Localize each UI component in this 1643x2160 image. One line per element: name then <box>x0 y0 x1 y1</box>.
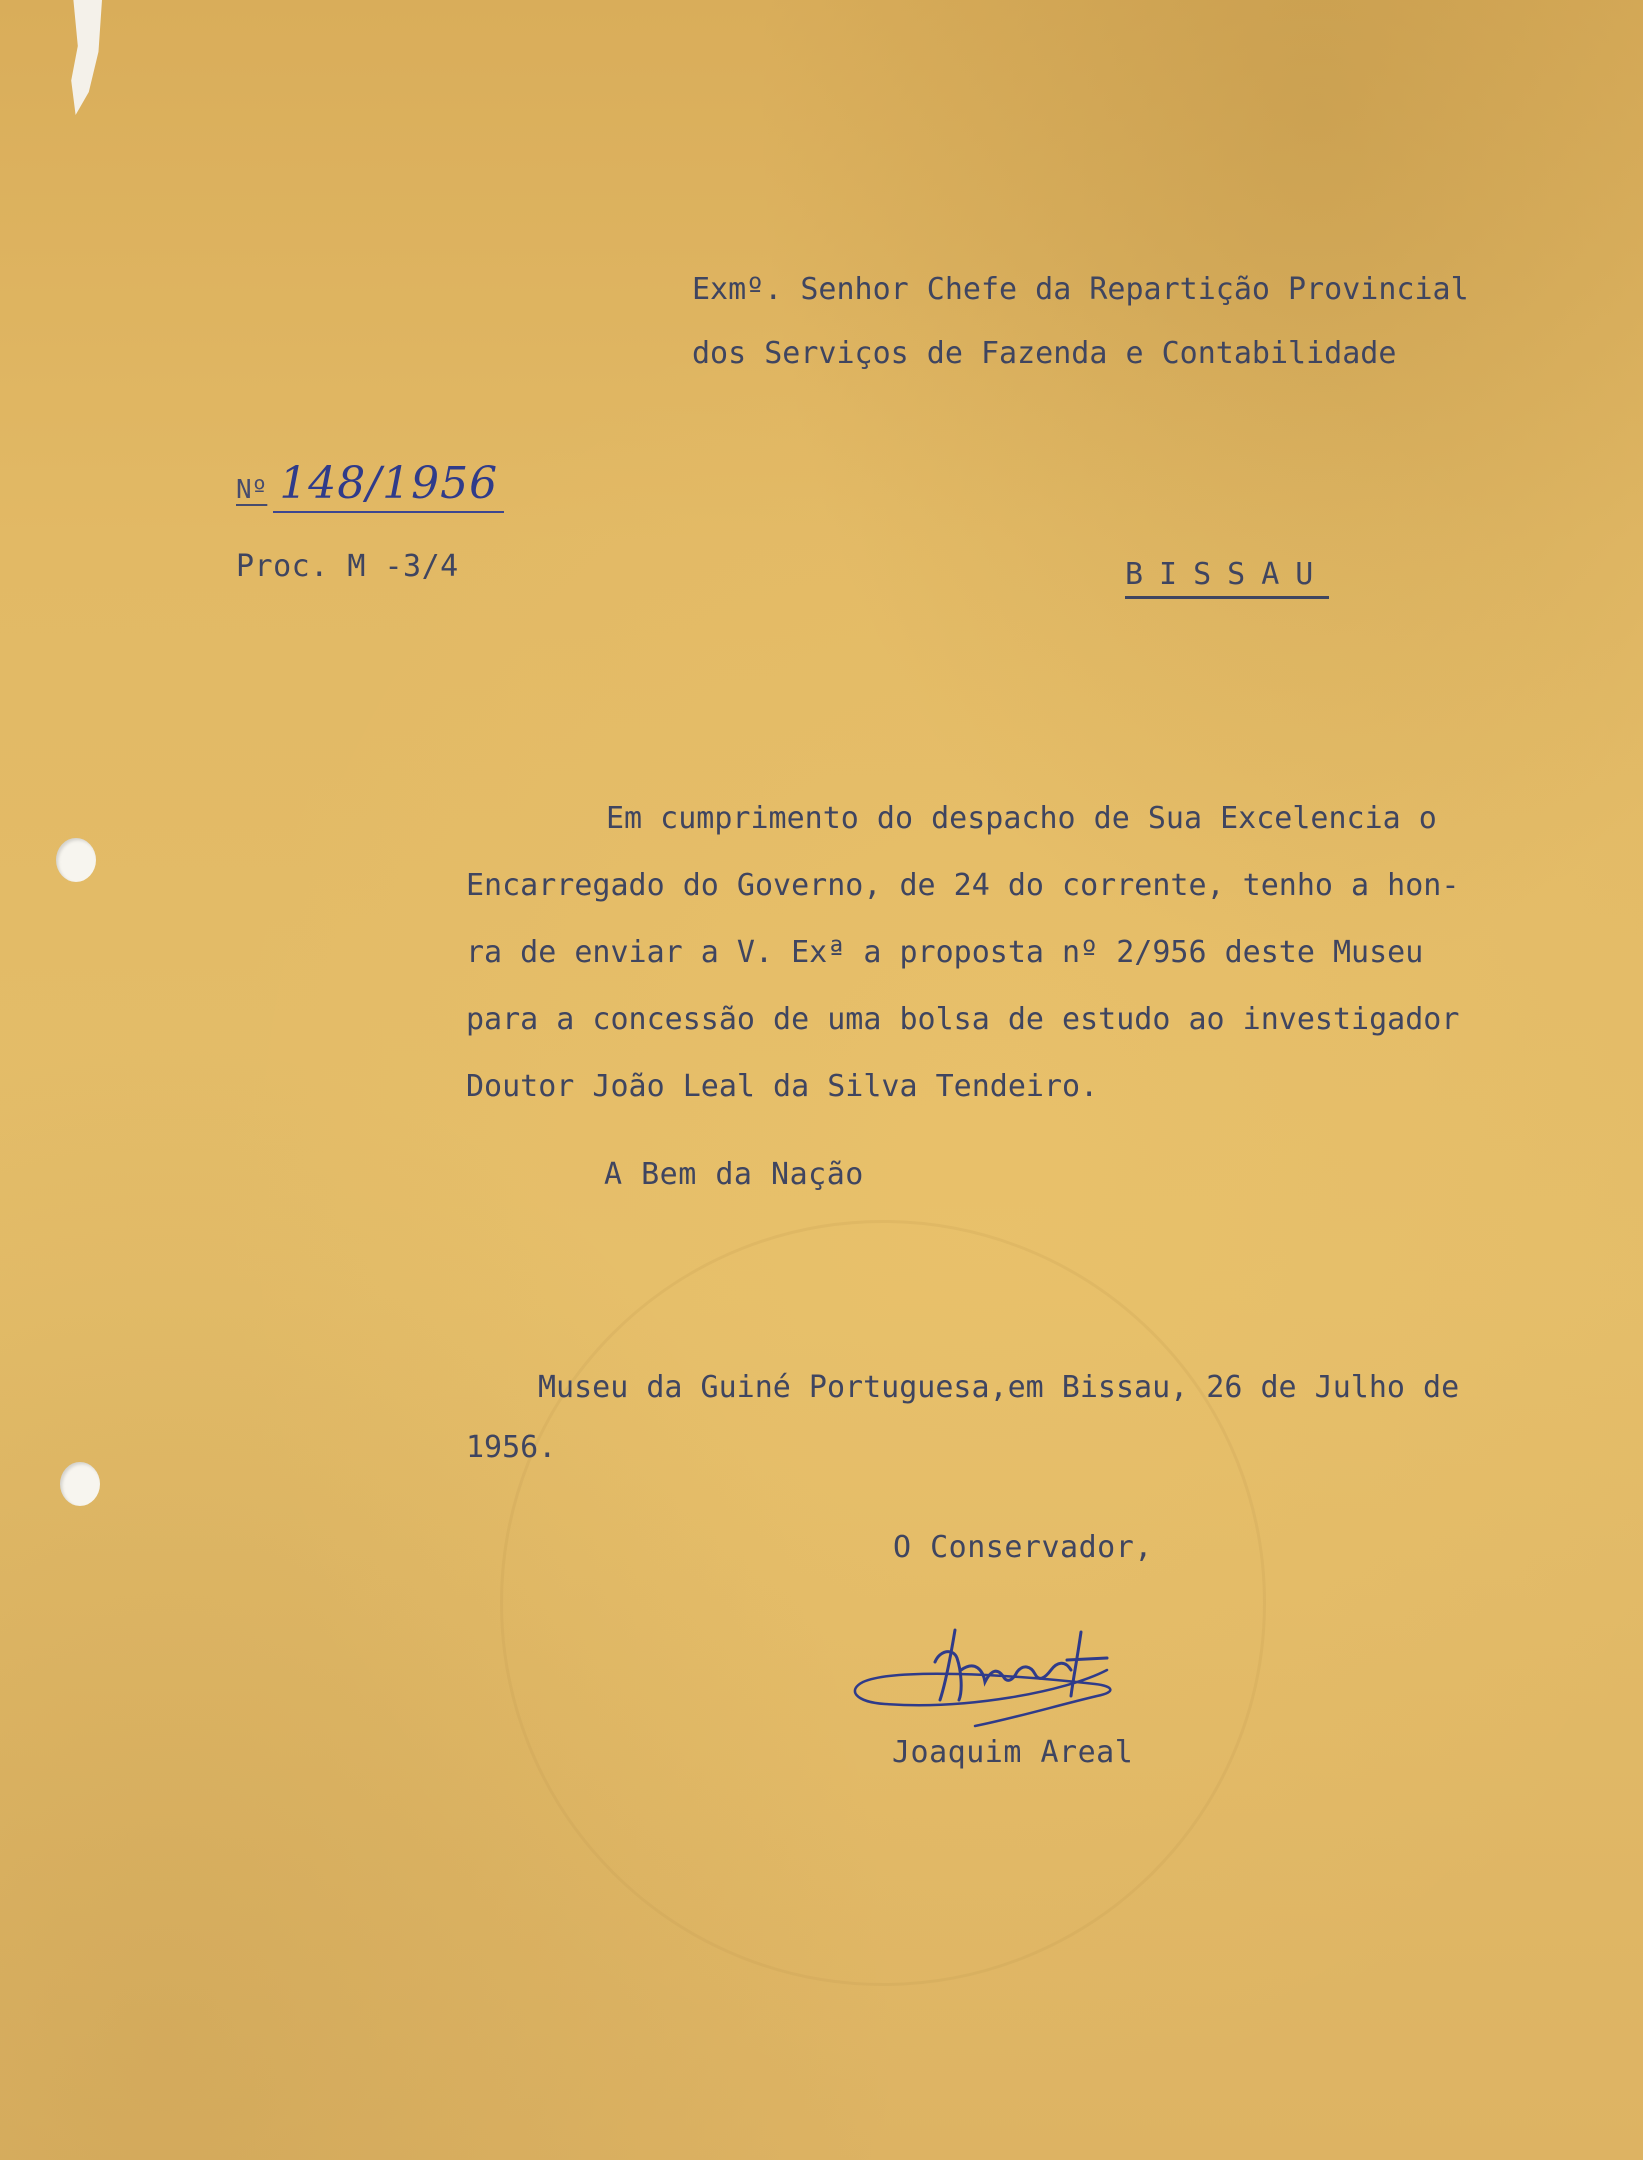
addressee-line-1: Exmº. Senhor Chefe da Repartição Provincial <box>692 272 1469 307</box>
closing-salutation: A Bem da Nação <box>604 1157 864 1192</box>
body-line: Encarregado do Governo, de 24 do corrente, tenho a hon- <box>466 868 1460 903</box>
body-line: Doutor João Leal da Silva Tendeiro. <box>466 1069 1099 1104</box>
reference-prefix: Nº <box>236 475 268 505</box>
handwritten-signature <box>845 1600 1175 1730</box>
body-line: Em cumprimento do despacho de Sua Excelencia o <box>606 801 1437 836</box>
letter-body <box>466 785 1556 1120</box>
city-heading: BISSAU <box>1125 560 1329 599</box>
torn-paper-corner <box>58 0 102 115</box>
punch-hole-top <box>56 838 96 882</box>
place-and-date <box>466 1358 1459 1478</box>
reference-number <box>236 458 504 513</box>
body-line: ra de enviar a V. Exª a proposta nº 2/956 deste Museu <box>466 935 1424 970</box>
place-date-line-1: Museu da Guiné Portuguesa,em Bissau, 26 de Julho de <box>538 1370 1460 1405</box>
place-date-line-2: 1956. <box>466 1430 557 1465</box>
addressee-block <box>692 258 1469 386</box>
body-line: para a concessão de uma bolsa de estudo ao investigador <box>466 1002 1460 1037</box>
signer-title: O Conservador, <box>893 1530 1153 1565</box>
signer-name: Joaquim Areal <box>892 1735 1134 1770</box>
reference-number-handwritten: 148/1956 <box>273 458 504 513</box>
punch-hole-bottom <box>60 1462 100 1506</box>
addressee-line-2: dos Serviços de Fazenda e Contabilidade <box>692 336 1397 371</box>
process-reference: Proc. M -3/4 <box>236 549 459 584</box>
